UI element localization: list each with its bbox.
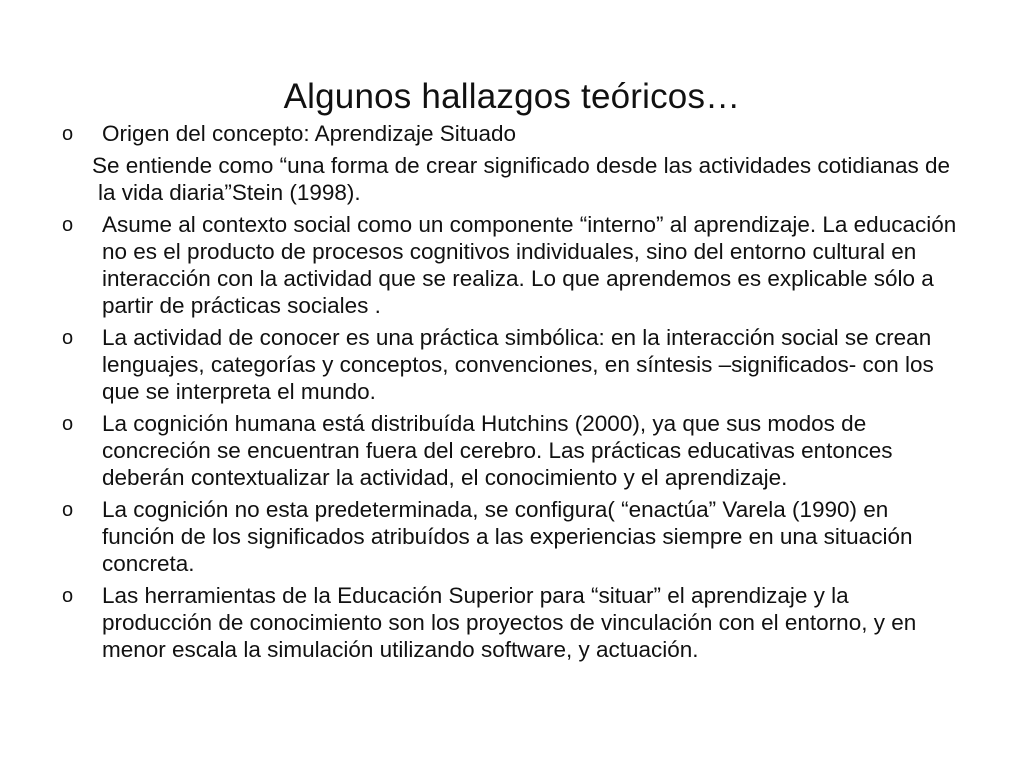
bullet-icon: o: [62, 585, 74, 607]
list-item-origin: [62, 120, 962, 147]
slide-title: Algunos hallazgos teóricos…: [283, 77, 741, 117]
list-item-text: Origen del concepto: Aprendizaje Situado: [102, 121, 517, 146]
list-item-text: La cognición humana está distribuída Hutchins (2000), ya que sus modos de concreción se encuentran fuera del cerebro. Las prácticas educativas entonces deberán contextualizar la actividad, el conocimiento y el aprendizaje.: [102, 411, 893, 490]
list-item-subtext: Se entiende como “una forma de crear significado desde las actividades cotidianas de la vida diaria”Stein (1998).: [92, 153, 951, 205]
list-item-higher-education-tools: [62, 582, 962, 663]
bullet-list: [62, 120, 962, 668]
bullet-icon: o: [62, 327, 74, 349]
bullet-icon: o: [62, 499, 74, 521]
list-item-text: Asume al contexto social como un componente “interno” al aprendizaje. La educación no es el producto de procesos cognitivos individuales, sino del entorno cultural en interacción con la actividad que se realiza. Lo que aprendemos es explicable sólo a partir de prácticas sociales .: [102, 212, 957, 318]
list-item-distributed-cognition: [62, 410, 962, 491]
list-item-text: La actividad de conocer es una práctica simbólica: en la interacción social se crean lenguajes, categorías y conceptos, convenciones, en síntesis –significados- con los que se interpreta el mundo.: [102, 325, 934, 404]
list-item-social-context: [62, 211, 962, 319]
bullet-icon: o: [62, 413, 74, 435]
bullet-icon: o: [62, 123, 74, 145]
list-item-enaction: [62, 496, 962, 577]
bullet-icon: o: [62, 214, 74, 236]
list-item-text: Las herramientas de la Educación Superior para “situar” el aprendizaje y la producción de conocimiento son los proyectos de vinculación con el entorno, y en menor escala la simulación utilizando software, y actuación.: [102, 583, 917, 662]
list-item-symbolic-practice: [62, 324, 962, 405]
list-item-text: La cognición no esta predeterminada, se configura( “enactúa” Varela (1990) en función de los significados atribuídos a las experiencias siempre en una situación concreta.: [102, 497, 913, 576]
